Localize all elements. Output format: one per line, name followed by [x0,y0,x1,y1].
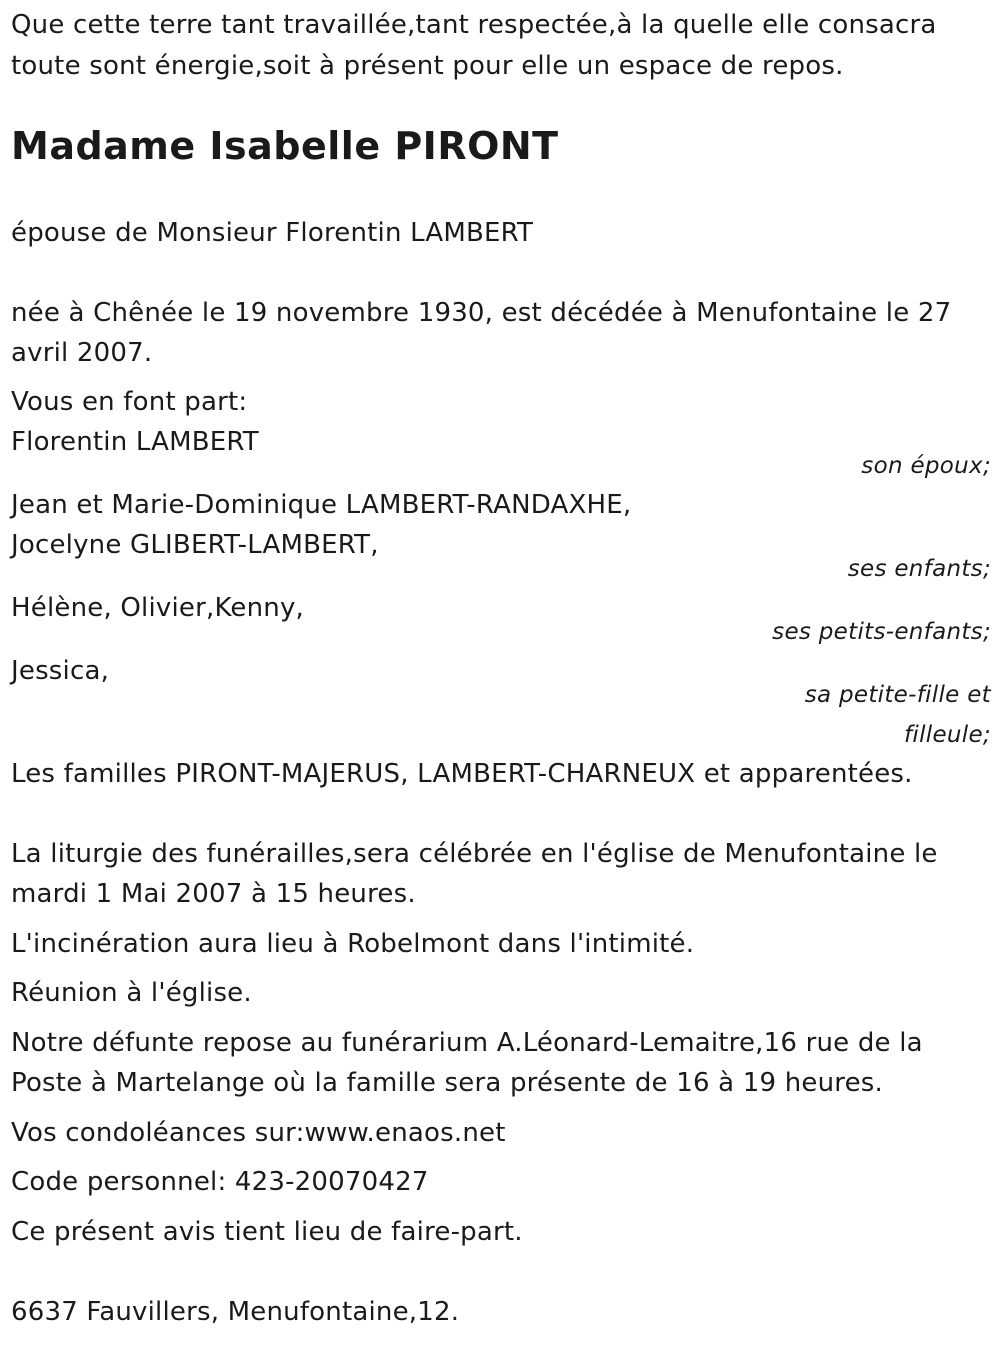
family-role-granddaughter-line-2: filleule; [904,722,991,748]
liturgy-line-1: La liturgie des funérailles,sera célébrée en l'église de Menufontaine le [11,839,938,869]
family-role-granddaughter-line-1: sa petite-fille et [804,682,991,708]
family-member-name: Jessica, [11,656,110,686]
family-member-name: Hélène, Olivier,Kenny, [11,593,305,623]
liturgy-line-2: mardi 1 Mai 2007 à 15 heures. [11,879,416,909]
intro-text-line-1: Que cette terre tant travaillée,tant respectée,à la quelle elle consacra [11,10,937,40]
family-member-name: Jean et Marie-Dominique LAMBERT-RANDAXHE, [11,490,632,520]
deceased-name: Madame Isabelle PIRONT [11,124,559,168]
personal-code-line: Code personnel: 423-20070427 [11,1167,429,1197]
birth-death-line-2: avril 2007. [11,338,153,368]
funeral-home-line-1: Notre défunte repose au funérarium A.Léonard-Lemaitre,16 rue de la [11,1028,923,1058]
funeral-home-line-2: Poste à Martelange où la famille sera présente de 16 à 19 heures. [11,1068,883,1098]
condolences-line: Vos condoléances sur:www.enaos.net [11,1118,506,1148]
family-member-name: Jocelyne GLIBERT-LAMBERT, [11,530,379,560]
birth-death-line-1: née à Chênée le 19 novembre 1930, est décédée à Menufontaine le 27 [11,298,952,328]
family-role-grandchildren: ses petits-enfants; [772,619,991,645]
intro-text-line-2: toute sont énergie,soit à présent pour elle un espace de repos. [11,51,844,81]
notice-line: Ce présent avis tient lieu de faire-part. [11,1217,523,1247]
reunion-line: Réunion à l'église. [11,978,252,1008]
address-line: 6637 Fauvillers, Menufontaine,12. [11,1297,460,1327]
family-role-children: ses enfants; [847,556,991,582]
extended-families-line: Les familles PIRONT-MAJERUS, LAMBERT-CHARNEUX et apparentées. [11,759,913,789]
family-member-name: Florentin LAMBERT [11,427,259,457]
family-role-spouse: son époux; [861,453,991,479]
cremation-line: L'incinération aura lieu à Robelmont dans l'intimité. [11,929,695,959]
announcement-intro: Vous en font part: [11,387,248,417]
spouse-line: épouse de Monsieur Florentin LAMBERT [11,218,534,248]
